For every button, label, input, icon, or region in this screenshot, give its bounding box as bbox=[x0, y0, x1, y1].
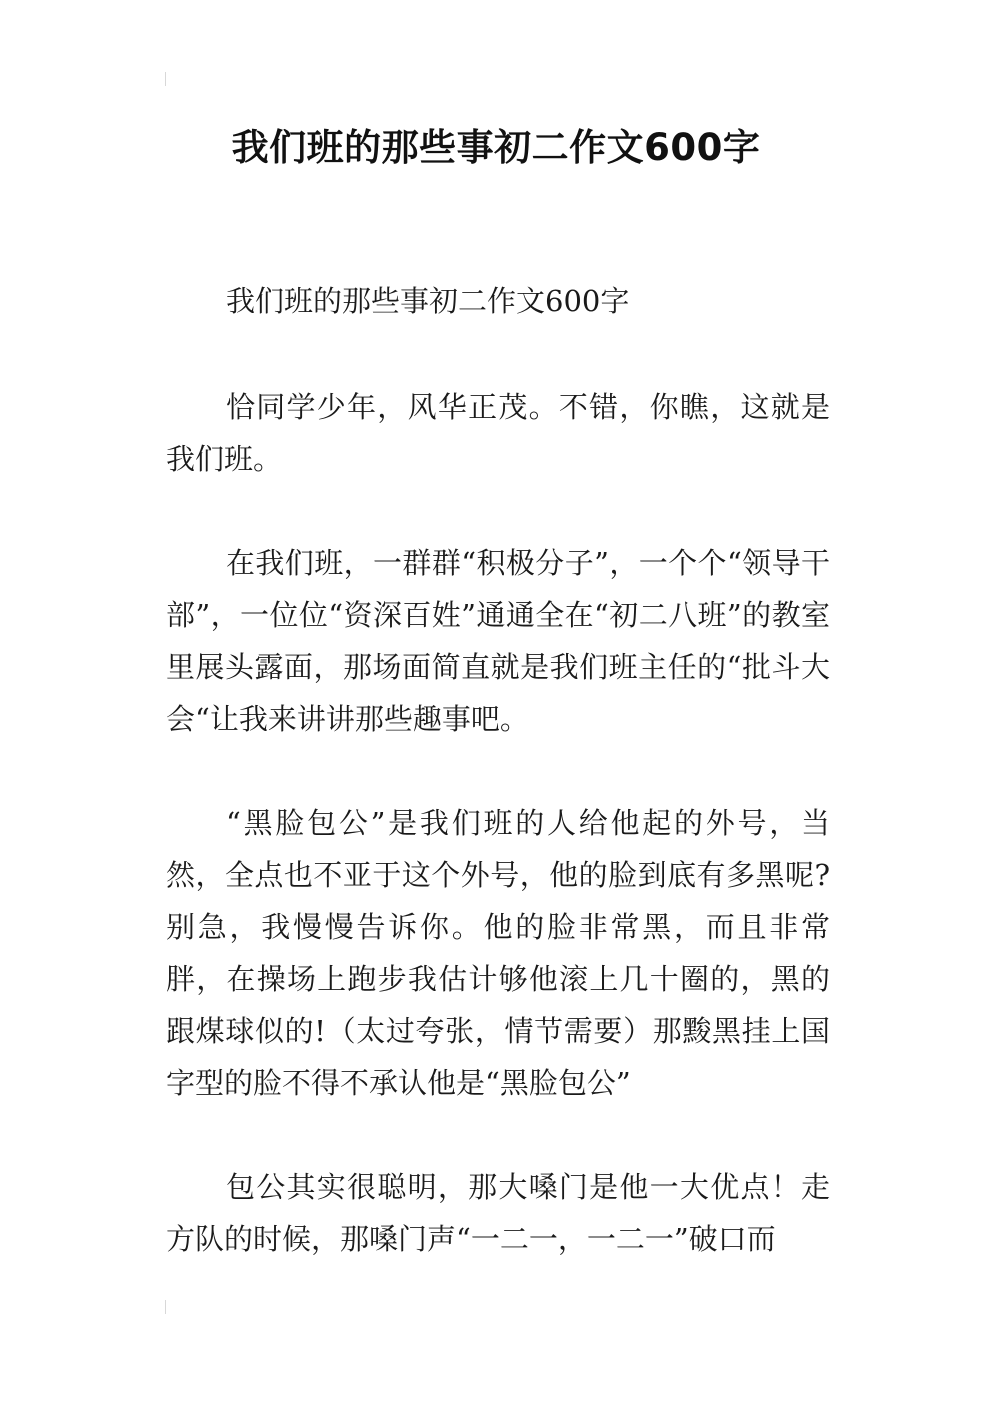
paragraph-intro: 恰同学少年，风华正茂。不错，你瞧，这就是我们班。 bbox=[166, 390, 830, 476]
page-corner-mark bbox=[165, 72, 166, 86]
paragraph-black-face: “黑脸包公”是我们班的人给他起的外号，当然，全点也不亚于这个外号，他的脸到底有多黑呢?别急，我慢慢告诉你。他的脸非常黑，而且非常胖，在操场上跑步我估计够他滚上几十圈的，黑的跟煤球似的!（太过夸张，情节需要）那黢黑挂上国字型的脸不得不承认他是“黑脸包公” bbox=[166, 806, 830, 1100]
paragraph-class-members: 在我们班，一群群“积极分子”，一个个“领导干部”，一位位“资深百姓”通通全在“初二八班”的教室里展头露面，那场面简直就是我们班主任的“批斗大会“让我来讲讲那些趣事吧。 bbox=[166, 546, 830, 736]
paragraph-subtitle: 我们班的那些事初二作文600字 bbox=[226, 284, 630, 318]
page-corner-mark bbox=[165, 1300, 166, 1314]
paragraph-loud-voice: 包公其实很聪明，那大嗓门是他一大优点！走方队的时候，那嗓门声“一二一，一二一”破口而 bbox=[166, 1170, 830, 1256]
document-title: 我们班的那些事初二作文600字 bbox=[231, 126, 761, 169]
